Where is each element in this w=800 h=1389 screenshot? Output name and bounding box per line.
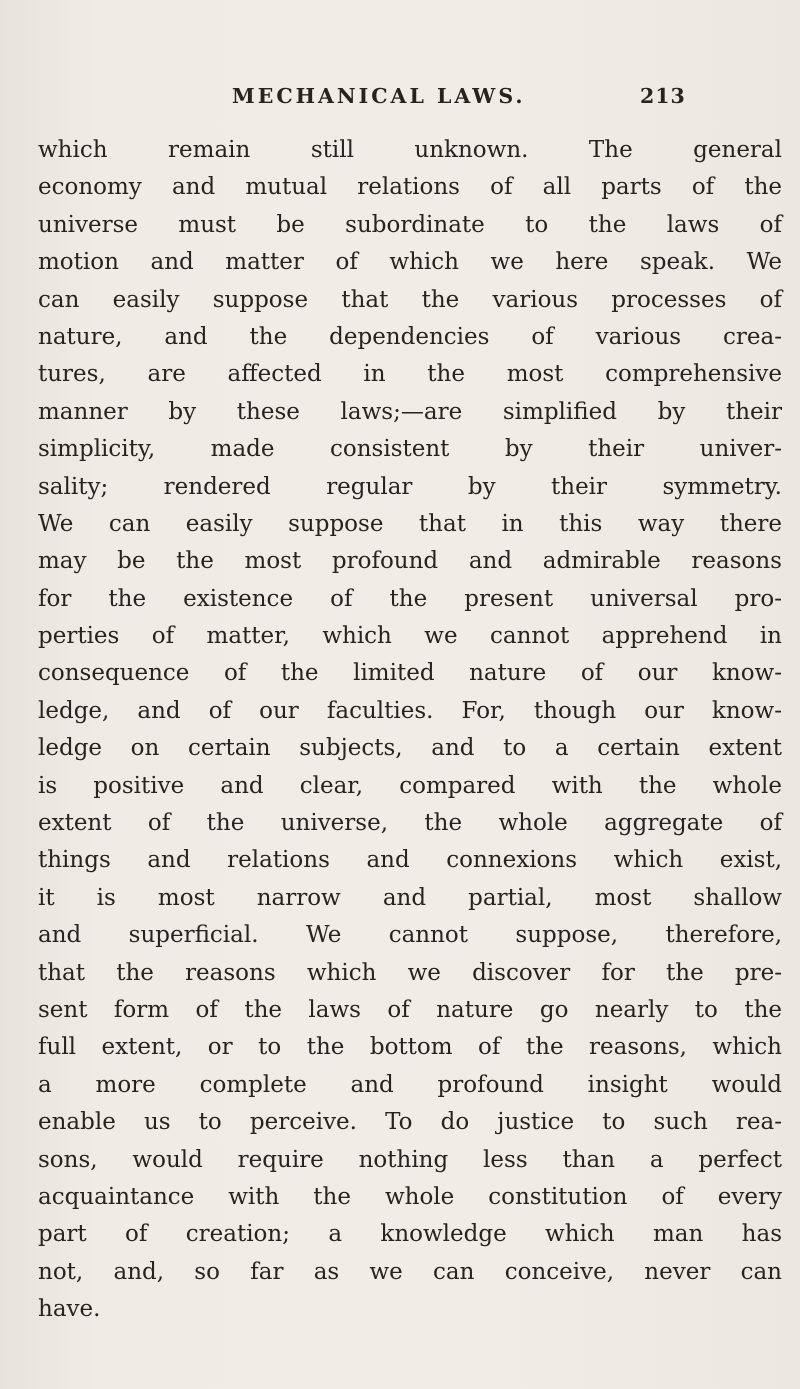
page-header [232, 84, 712, 116]
text-line: may be the most profound and admirable reasons [38, 548, 782, 575]
text-line: full extent, or to the bottom of the reasons, which [38, 1034, 782, 1061]
text-line: universe must be subordinate to the laws of [38, 211, 782, 238]
text-line: not, and, so far as we can conceive, never can [38, 1258, 782, 1285]
text-line: economy and mutual relations of all parts of the [38, 174, 782, 201]
text-line: can easily suppose that the various processes of [38, 286, 782, 313]
text-line: acquaintance with the whole constitution of every [38, 1183, 782, 1210]
text-line: it is most narrow and partial, most shallow [38, 884, 782, 911]
text-line: ledge, and of our faculties. For, though our know- [38, 697, 782, 724]
page-number: 213 [640, 84, 686, 108]
text-line: simplicity, made consistent by their univer- [38, 436, 782, 463]
text-line: extent of the universe, the whole aggregate of [38, 810, 782, 837]
text-line: tures, are affected in the most comprehensive [38, 361, 782, 388]
text-line: manner by these laws;—are simplified by their [38, 398, 782, 425]
text-line: We can easily suppose that in this way there [38, 510, 782, 537]
running-title: MECHANICAL LAWS. [232, 84, 526, 108]
text-line: sality; rendered regular by their symmetry. [38, 473, 782, 500]
text-line: perties of matter, which we cannot apprehend in [38, 623, 782, 650]
text-line: have. [38, 1296, 101, 1323]
text-line: is positive and clear, compared with the whole [38, 772, 782, 799]
text-line: nature, and the dependencies of various crea- [38, 323, 782, 350]
body-text [38, 132, 782, 1329]
text-line: and superficial. We cannot suppose, therefore, [38, 922, 782, 949]
text-line: consequence of the limited nature of our know- [38, 660, 782, 687]
text-line: enable us to perceive. To do justice to such rea- [38, 1109, 782, 1136]
text-line: that the reasons which we discover for the pre- [38, 959, 782, 986]
text-line: motion and matter of which we here speak. We [38, 249, 782, 276]
text-line: sent form of the laws of nature go nearly to the [38, 996, 782, 1023]
text-line: for the existence of the present universal pro- [38, 585, 782, 612]
text-line: which remain still unknown. The general [38, 137, 782, 163]
text-line: things and relations and connexions which exist, [38, 847, 782, 874]
text-line: sons, would require nothing less than a perfect [38, 1146, 782, 1173]
text-line: ledge on certain subjects, and to a certain extent [38, 735, 782, 762]
text-line: a more complete and profound insight would [38, 1071, 782, 1098]
text-line: part of creation; a knowledge which man has [38, 1221, 782, 1248]
